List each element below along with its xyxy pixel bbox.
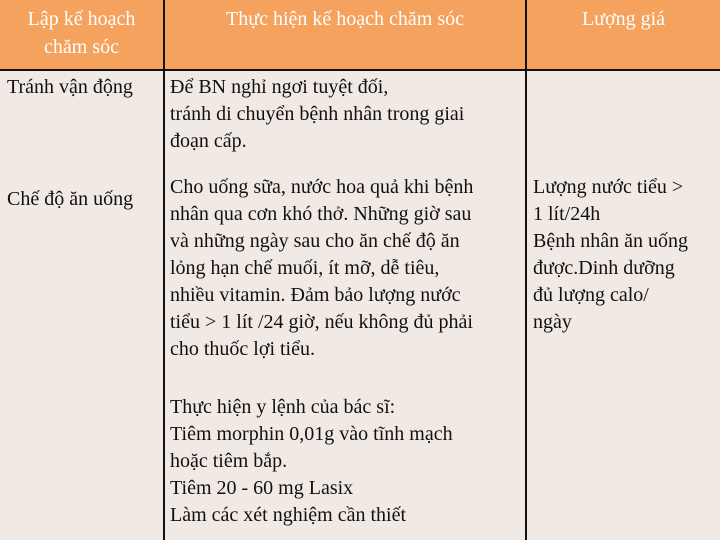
header-care-plan: Lập kế hoạch chăm sóc (27, 8, 136, 58)
header-implementation: Thực hiện kế hoạch chăm sóc (226, 8, 464, 30)
column-divider (525, 0, 527, 540)
row-divider (0, 69, 720, 71)
row-category: Tránh vận động (7, 76, 133, 98)
column-divider (163, 0, 165, 540)
header-evaluation: Lượng giá (581, 8, 666, 30)
row-evaluation: Lượng nước tiểu > 1 lít/24h Bệnh nhân ăn uống được.Dinh dưỡng đủ lượng calo/ ngày (533, 176, 688, 333)
row-action: Thực hiện y lệnh của bác sĩ: Tiêm morphin 0,01g vào tĩnh mạch hoặc tiêm bắp. Tiêm 20 - 60 mg Lasix Làm các xét nghiệm cần thiết (170, 396, 453, 526)
row-action: Cho uống sữa, nước hoa quả khi bệnh nhân qua cơn khó thở. Những giờ sau và những ngày sau cho ăn chế độ ăn lỏng hạn chế muối, ít mỡ, dễ tiêu, nhiều vitamin. Đảm bảo lượng nước tiểu > 1 lít /24 giờ, nếu không đủ phải cho thuốc lợi tiểu. (170, 176, 474, 360)
row-action: Để BN nghỉ ngơi tuyệt đối, tránh di chuyển bệnh nhân trong giai đoạn cấp. (170, 76, 465, 152)
row-category: Chế độ ăn uống (7, 188, 134, 210)
